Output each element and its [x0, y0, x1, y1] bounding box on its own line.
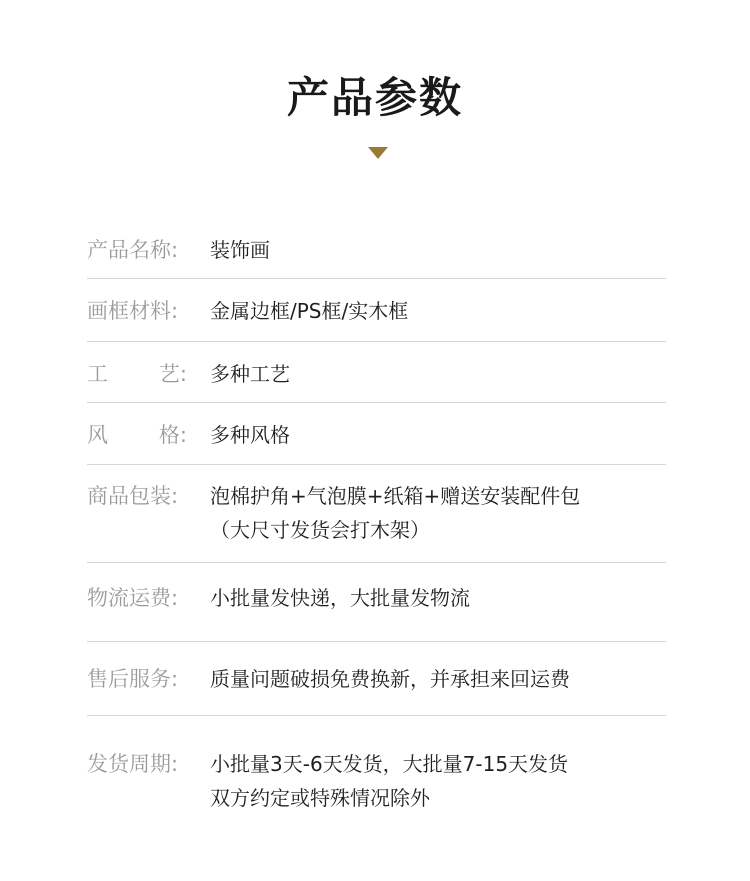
param-value-line: 双方约定或特殊情况除外	[210, 786, 430, 810]
param-value	[210, 418, 666, 452]
param-label-left: 风	[87, 423, 108, 447]
param-label: 售后服务:	[87, 667, 179, 691]
param-value	[210, 747, 666, 815]
param-value-line: 装饰画	[210, 238, 270, 262]
param-row-delivery-cycle	[87, 747, 666, 819]
param-label: 商品包装:	[87, 484, 179, 508]
param-value	[210, 294, 666, 328]
param-label-right: 艺:	[158, 362, 187, 386]
page-title: 产品参数	[286, 73, 463, 122]
param-value	[210, 357, 666, 391]
param-label	[87, 357, 210, 391]
param-value-line: 小批量发快递，大批量发物流	[210, 586, 470, 610]
param-label	[87, 418, 210, 452]
param-value-line: 泡棉护角+气泡膜+纸箱+赠送安装配件包	[210, 484, 581, 508]
param-label-right: 格:	[158, 423, 187, 447]
param-row-packaging	[87, 479, 666, 563]
param-value-line: 多种工艺	[210, 362, 290, 386]
param-label: 画框材料:	[87, 299, 179, 323]
param-label: 产品名称:	[87, 238, 179, 262]
param-row-style	[87, 418, 666, 465]
param-row-product-name	[87, 233, 666, 279]
param-row-after-sales	[87, 662, 666, 716]
title-arrow-icon	[368, 147, 388, 159]
param-value-line: 金属边框/PS框/实木框	[210, 299, 409, 323]
param-value	[210, 581, 666, 615]
param-row-craft	[87, 357, 666, 403]
param-value-line: 小批量3天-6天发货，大批量7-15天发货	[210, 752, 569, 776]
param-row-frame-material	[87, 294, 666, 342]
param-value-line: 质量问题破损免费换新，并承担来回运费	[210, 667, 570, 691]
param-label-left: 工	[87, 362, 108, 386]
param-value	[210, 662, 666, 696]
param-row-shipping-cost	[87, 581, 666, 642]
param-label: 发货周期:	[87, 752, 179, 776]
param-value	[210, 479, 666, 547]
param-value	[210, 233, 666, 267]
param-label: 物流运费:	[87, 586, 179, 610]
param-value-line: 多种风格	[210, 423, 290, 447]
param-value-line: （大尺寸发货会打木架）	[210, 518, 430, 542]
